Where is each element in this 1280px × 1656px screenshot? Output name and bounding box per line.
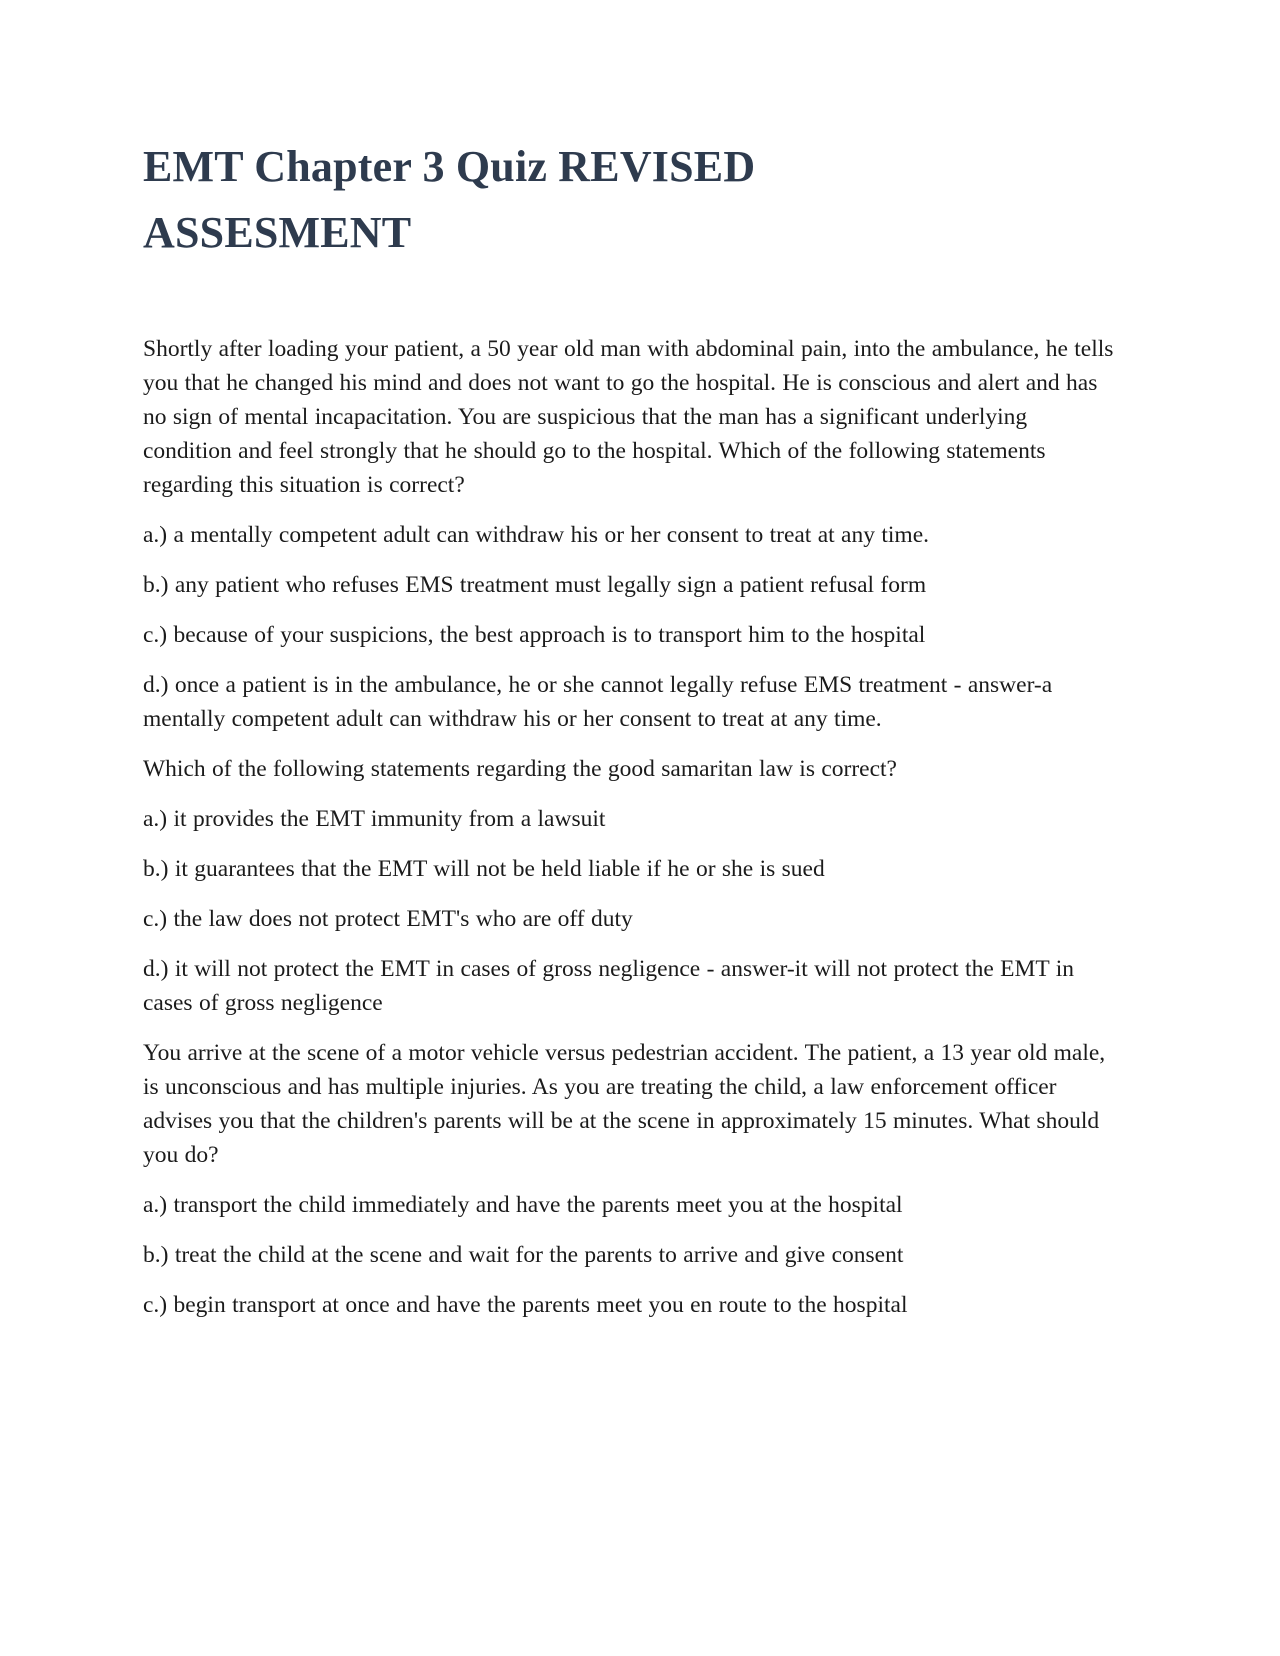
question-2-option-d: d.) it will not protect the EMT in cases of gross negligence - answer-it will not protect the EMT in cases of gross negligence — [143, 956, 1074, 1016]
question-2-option-b: b.) it guarantees that the EMT will not be held liable if he or she is sued — [143, 856, 825, 882]
question-2-option-c: c.) the law does not protect EMT's who are off duty — [143, 906, 633, 932]
question-2-prompt: Which of the following statements regarding the good samaritan law is correct? — [143, 756, 897, 782]
question-1-option-b: b.) any patient who refuses EMS treatment must legally sign a patient refusal form — [143, 572, 927, 598]
page-title-line-2: ASSESMENT — [143, 208, 412, 257]
question-1-option-d: d.) once a patient is in the ambulance, he or she cannot legally refuse EMS treatment - answer-a mentally competent adult can withdraw his or her consent to treat at any time. — [143, 672, 1053, 732]
question-2-option-a: a.) it provides the EMT immunity from a lawsuit — [143, 806, 606, 832]
question-1-prompt: Shortly after loading your patient, a 50 year old man with abdominal pain, into the ambulance, he tells you that he changed his mind and does not want to go the hospital. He is conscious and alert and has no sign of mental incapacitation. You are suspicious that the man has a significant underlying condition and feel strongly that he should go to the hospital. Which of the following statements regarding this situation is correct? — [143, 336, 1114, 498]
page-title-line-1: EMT Chapter 3 Quiz REVISED — [143, 142, 756, 191]
question-3-option-b: b.) treat the child at the scene and wait for the parents to arrive and give consent — [143, 1242, 904, 1268]
question-1-option-c: c.) because of your suspicions, the best approach is to transport him to the hospital — [143, 622, 926, 648]
question-3-prompt: You arrive at the scene of a motor vehicle versus pedestrian accident. The patient, a 13 year old male, is unconscious and has multiple injuries. As you are treating the child, a law enforcement officer advises you that the children's parents will be at the scene in approximately 15 minutes. What should you do? — [143, 1040, 1106, 1168]
page-title — [143, 134, 1137, 266]
question-3-option-a: a.) transport the child immediately and have the parents meet you at the hospital — [143, 1192, 903, 1218]
question-3-option-c: c.) begin transport at once and have the parents meet you en route to the hospital — [143, 1292, 908, 1318]
question-1-option-a: a.) a mentally competent adult can withdraw his or her consent to treat at any time. — [143, 522, 929, 548]
